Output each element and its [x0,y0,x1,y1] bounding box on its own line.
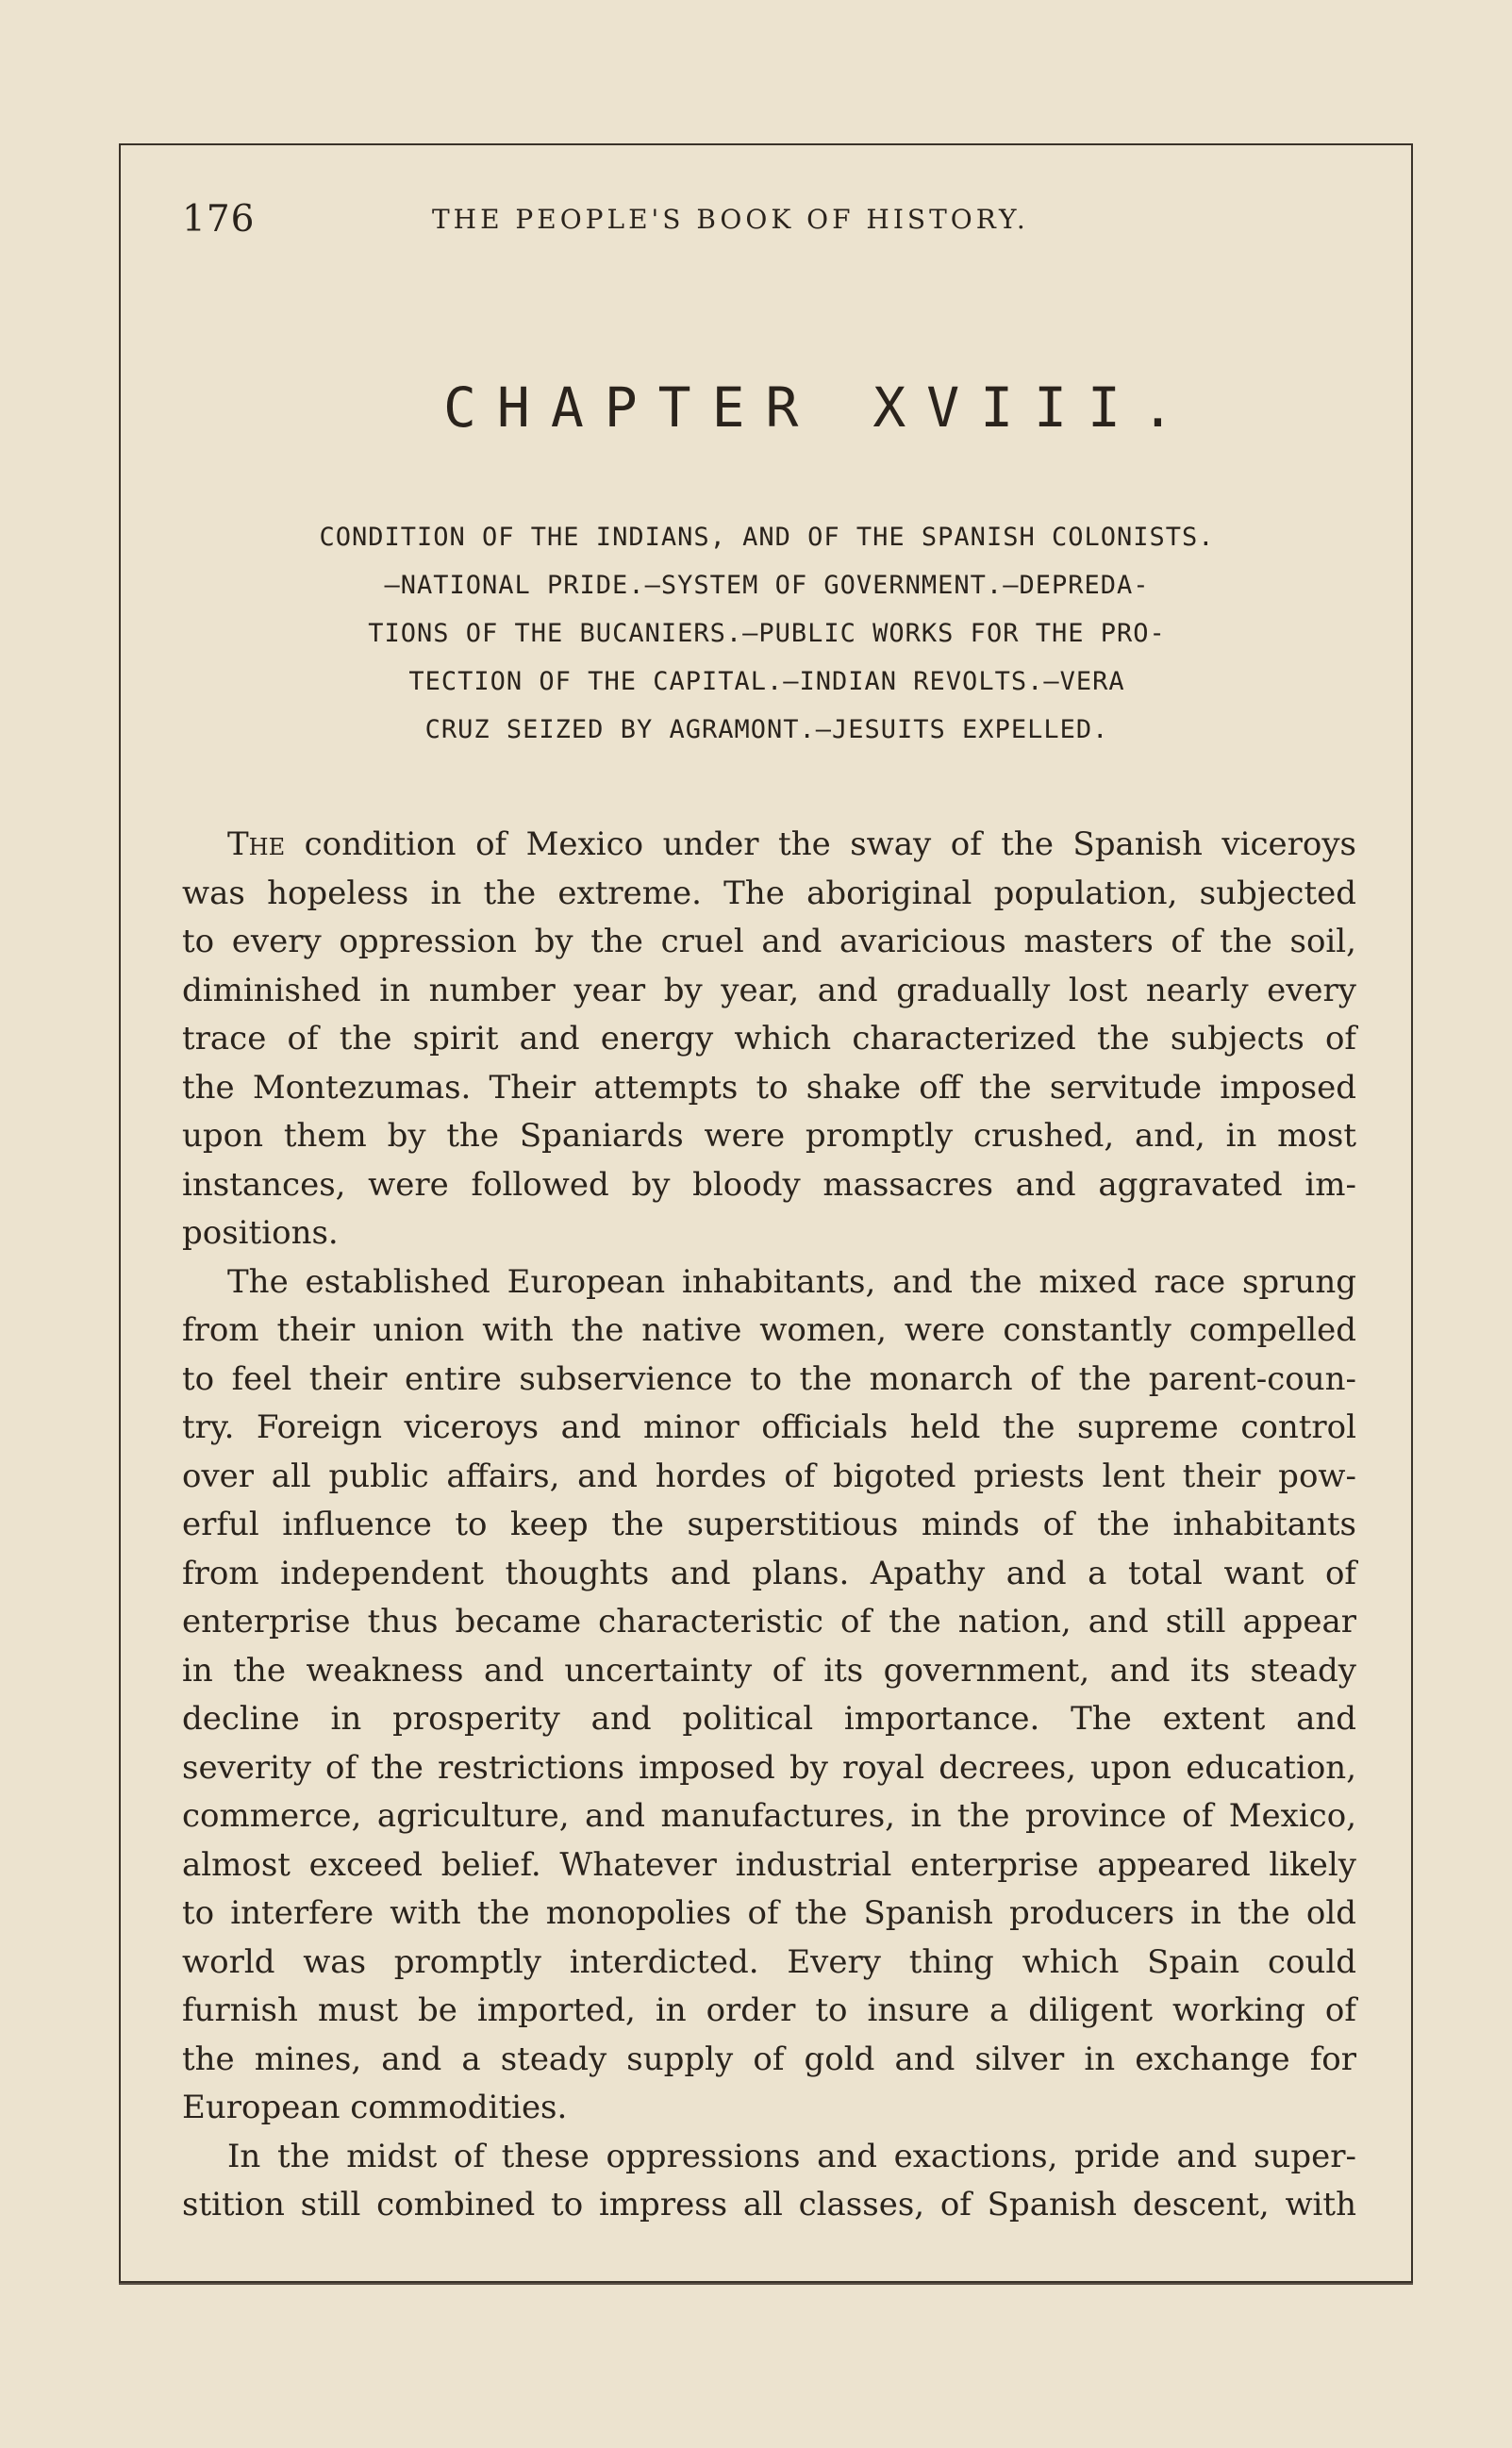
body-line: enterprise thus became characteristic of the nation, and still appear [182,1603,1356,1640]
chapter-title: CHAPTER XVIII. [443,375,1195,440]
body-line: decline in prosperity and political importance. The extent and [182,1700,1356,1738]
bottom-rule [119,2283,1413,2285]
body-line: world was promptly interdicted. Every thing which Spain could [182,1942,1356,1981]
body-text [182,821,1356,2230]
book-title: THE PEOPLE'S BOOK OF HISTORY. [432,204,1029,235]
body-line: over all public affairs, and hordes of bigoted priests lent their pow- [182,1457,1356,1495]
body-line: to feel their entire subservience to the monarch of the parent-coun- [182,1359,1356,1398]
body-line: the Montezumas. Their attempts to shake off the servitude imposed [182,1068,1356,1107]
summary-line: —NATIONAL PRIDE.—SYSTEM OF GOVERNMENT.—DEPREDA- [384,571,1150,600]
body-line: commerce, agriculture, and manufactures, in the province of Mexico, [182,1797,1356,1835]
body-line: stition still combined to impress all classes, of Spanish descent, with [182,2186,1356,2223]
body-line: furnish must be imported, in order to insure a diligent working of [182,1991,1356,2029]
body-line: positions. [182,1214,339,1252]
body-line: from independent thoughts and plans. Apathy and a total want of [182,1554,1356,1592]
page-number: 176 [182,198,256,241]
body-line [182,821,1356,870]
body-line: was hopeless in the extreme. The aboriginal population, subjected [182,874,1356,912]
body-line: severity of the restrictions imposed by royal decrees, upon education, [182,1748,1356,1787]
opening-word: The [227,825,286,863]
chapter-summary [177,513,1356,754]
running-head [182,198,1352,255]
body-line: diminished in number year by year, and gradually lost nearly every [182,971,1356,1009]
body-line: European commodities. [182,2089,568,2126]
body-line: try. Foreign viceroys and minor officials held the supreme control [182,1408,1356,1446]
body-line: almost exceed belief. Whatever industrial enterprise appeared likely [182,1845,1356,1884]
body-line: from their union with the native women, were constantly compelled [182,1311,1356,1349]
summary-line: TECTION OF THE CAPITAL.—INDIAN REVOLTS.—VERA [408,667,1125,696]
body-line: trace of the spirit and energy which characterized the subjects of [182,1020,1356,1057]
summary-line: CRUZ SEIZED BY AGRAMONT.—JESUITS EXPELLED. [424,715,1109,744]
summary-line: TIONS OF THE BUCANIERS.—PUBLIC WORKS FOR THE PRO- [368,619,1166,648]
body-line: instances, were followed by bloody massacres and aggravated im- [182,1165,1356,1204]
body-line: to interfere with the monopolies of the Spanish producers in the old [182,1894,1356,1932]
body-line-text: condition of Mexico under the sway of the Spanish viceroys [285,825,1356,863]
body-line: upon them by the Spaniards were promptly crushed, and, in most [182,1117,1356,1155]
body-line: the mines, and a steady supply of gold and silver in exchange for [182,2040,1356,2078]
body-line: erful influence to keep the superstitious minds of the inhabitants [182,1506,1356,1543]
body-line: In the midst of these oppressions and exactions, pride and super- [227,2137,1356,2175]
body-line: to every oppression by the cruel and avaricious masters of the soil, [182,923,1356,960]
body-line: in the weakness and uncertainty of its government, and its steady [182,1651,1356,1690]
body-line: The established European inhabitants, and the mixed race sprung [227,1262,1356,1301]
summary-line: CONDITION OF THE INDIANS, AND OF THE SPANISH COLONISTS. [319,523,1215,552]
